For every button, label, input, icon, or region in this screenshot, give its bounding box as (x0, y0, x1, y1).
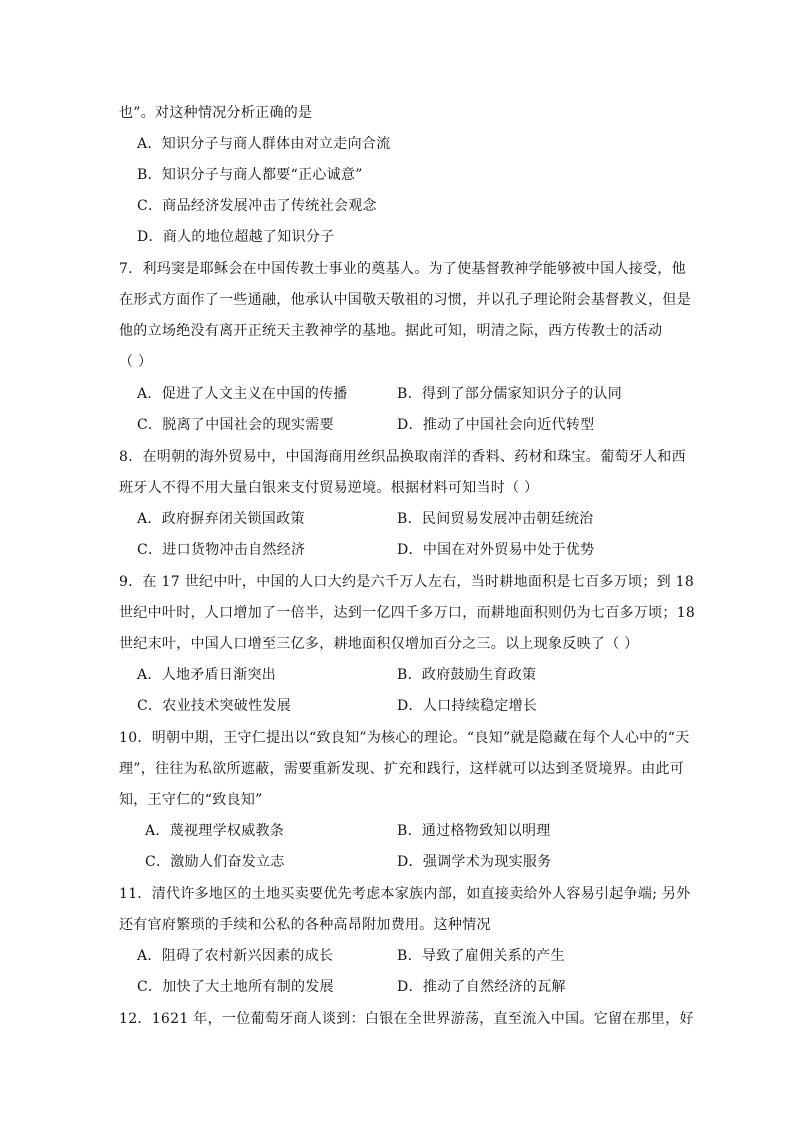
q6-option-d: D．商人的地位超越了知识分子 (137, 229, 335, 245)
q10-option-d: D．强调学术为现实服务 (397, 854, 552, 870)
q8-option-d: D．中国在对外贸易中处于优势 (397, 542, 595, 558)
q10-stem-line-1: 10．明朝中期，王守仁提出以“致良知”为核心的理论。“良知”就是隐藏在每个人心中的“天 (119, 730, 690, 746)
q10-option-c: C．激励人们奋发立志 (145, 854, 285, 870)
q10-option-a: A．蔑视理学权威教条 (145, 823, 285, 839)
q11-stem-line-1: 11．清代许多地区的土地买卖要优先考虑本家族内部，如直接卖给外人容易引起争端; 另外 (119, 886, 691, 902)
q11-option-c: C．加快了大土地所有制的发展 (137, 979, 334, 995)
q11-option-d: D．推动了自然经济的瓦解 (397, 979, 566, 995)
q6-option-c: C．商品经济发展冲击了传统社会观念 (137, 198, 377, 214)
q11-option-b: B．导致了雇佣关系的产生 (397, 948, 565, 964)
q7-option-b: B．得到了部分儒家知识分子的认同 (397, 386, 623, 402)
q7-option-d: D．推动了中国社会向近代转型 (397, 417, 595, 433)
q10-stem-line-2: 理”，往往为私欲所遮蔽，需要重新发现、扩充和践行，这样就可以达到圣贤境界。由此可 (119, 761, 685, 777)
q7-option-c: C．脱离了中国社会的现实需要 (137, 417, 334, 433)
q8-option-a: A．政府摒弃闭关锁国政策 (137, 511, 305, 527)
q7-stem-line-4: （ ） (119, 354, 153, 370)
q12-stem-line-1: 12．1621 年，一位葡萄牙商人谈到：白银在全世界游荡，直至流入中国。它留在那里，好 (119, 1011, 694, 1027)
q11-stem-line-2: 还有官府繁琐的手续和公私的各种高昂附加费用。这种情况 (119, 917, 491, 933)
q6-option-b: B．知识分子与商人都要“正心诚意” (137, 167, 363, 183)
q7-stem-line-1: 7．利玛窦是耶稣会在中国传教士事业的奠基人。为了使基督教神学能够被中国人接受，他 (119, 261, 686, 277)
q9-stem-line-3: 世纪末叶，中国人口增至三亿多，耕地面积仅增加百分之三。以上现象反映了（ ） (119, 636, 639, 652)
q8-option-b: B．民间贸易发展冲击朝廷统治 (397, 511, 594, 527)
q9-stem-line-2: 世纪中叶时，人口增加了一倍半，达到一亿四千多万口，而耕地面积则仍为七百多万顷；18 (119, 605, 696, 621)
q9-option-b: B．政府鼓励生育政策 (397, 667, 537, 683)
q11-option-a: A．阻碍了农村新兴因素的成长 (137, 948, 334, 964)
q9-option-c: C．农业技术突破性发展 (137, 698, 292, 714)
q7-stem-line-3: 他的立场绝没有离开正统天主教神学的基地。据此可知，明清之际，西方传教士的活动 (119, 323, 663, 339)
q6-option-a: A．知识分子与商人群体由对立走向合流 (137, 136, 391, 152)
q10-option-b: B．通过格物致知以明理 (397, 823, 551, 839)
q8-option-c: C．进口货物冲击自然经济 (137, 542, 306, 558)
q8-stem-line-2: 班牙人不得不用大量白银来支付贸易逆境。根据材料可知当时（ ） (119, 480, 539, 496)
q10-stem-line-3: 知，王守仁的“致良知” (119, 792, 263, 808)
q9-stem-line-1: 9．在 17 世纪中叶，中国的人口大约是六千万人左右，当时耕地面积是七百多万顷；到 18 (119, 574, 695, 590)
q6-stem-tail: 也”。对这种情况分析正确的是 (119, 105, 313, 121)
q7-stem-line-2: 在形式方面作了一些通融，他承认中国敬天敬祖的习惯，并以孔子理论附会基督教义，但是 (119, 292, 691, 308)
q8-stem-line-1: 8．在明朝的海外贸易中，中国海商用丝织品换取南洋的香料、药材和珠宝。葡萄牙人和西 (119, 449, 686, 465)
q9-option-d: D．人口持续稳定增长 (397, 698, 538, 714)
q7-option-a: A．促进了人文主义在中国的传播 (137, 386, 348, 402)
q9-option-a: A．人地矛盾日渐突出 (137, 667, 277, 683)
